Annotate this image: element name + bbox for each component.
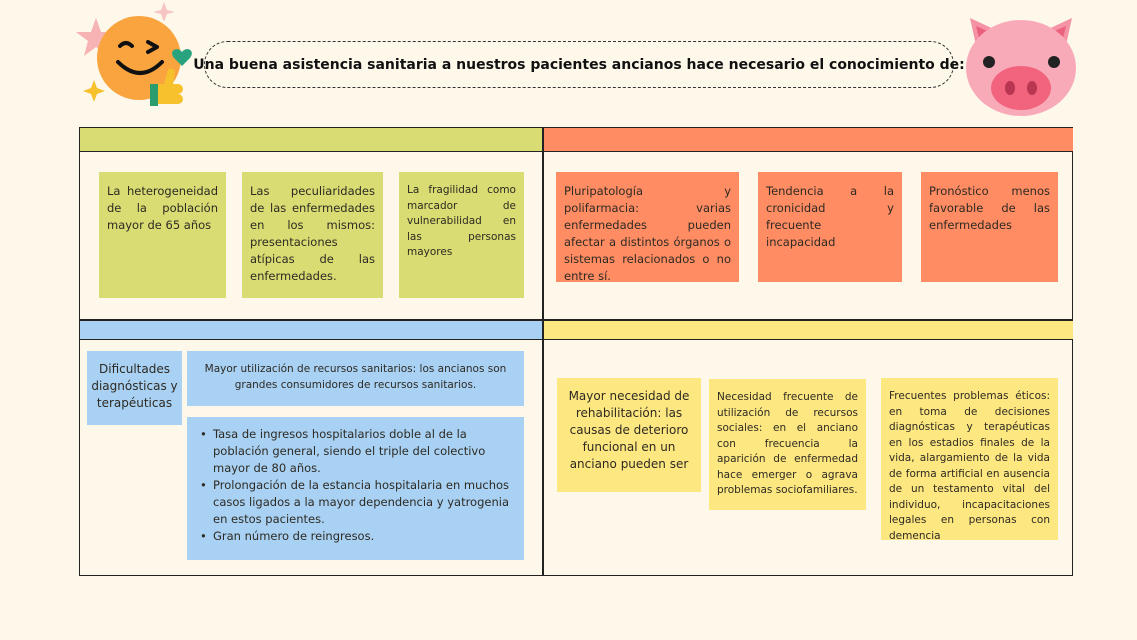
star-pink-small-icon (153, 2, 175, 22)
note-peculiaridades: Las peculiaridades de las enfermedades en los mismos: presentaciones atípicas de las enfermedades. (242, 172, 383, 298)
list-item: • Prolongación de la estancia hospitalaria en muchos casos ligados a la mayor dependencia y yatrogenia en estos pacientes. (197, 477, 516, 528)
header-bar-green (80, 128, 542, 152)
pig-snout-icon (991, 66, 1051, 110)
note-pluripatologia: Pluripatología y polifarmacia: varias enfermedades pueden afectar a distintos órganos o sistemas relacionados o no entre sí. (556, 172, 739, 282)
list-item: • Gran número de reingresos. (197, 528, 516, 545)
note-rehabilitacion: Mayor necesidad de rehabilitación: las causas de deterioro funcional en un anciano pueden ser (557, 378, 701, 492)
header-bar-orange (543, 128, 1073, 152)
list-item: • Tasa de ingresos hospitalarios doble al de la población general, siendo el triple del colectivo mayor de 80 años. (197, 426, 516, 477)
note-heterogeneidad: La heterogeneidad de la población mayor de 65 años (99, 172, 226, 298)
header-bar-yellow (543, 321, 1073, 340)
note-recursos-sanitarios: Mayor utilización de recursos sanitarios: los ancianos son grandes consumidores de recursos sanitarios. (187, 351, 524, 406)
sparkle-icon (83, 80, 105, 102)
bullet-list (197, 426, 516, 545)
note-fragilidad: La fragilidad como marcador de vulnerabilidad en las personas mayores (399, 172, 524, 298)
page-title: Una buena asistencia sanitaria a nuestros pacientes ancianos hace necesario el conocimiento de: (204, 41, 954, 88)
note-problemas-eticos: Frecuentes problemas éticos: en toma de decisiones diagnósticas y terapéuticas en los estadios finales de la vida, alargamiento de la vida de forma artificial en ausencia de un testamento vital del individuo, incapacitaciones legales en personas con demencia (881, 378, 1058, 540)
note-ingresos-list (187, 417, 524, 560)
note-recursos-sociales: Necesidad frecuente de utilización de recursos sociales: en el anciano con frecuencia la aparición de enfermedad hace emerger o agrava problemas sociofamiliares. (709, 379, 866, 510)
winking-face-thumbs-up-icon (72, 0, 200, 112)
header-bar-blue (80, 321, 542, 340)
note-dificultades: Dificultades diagnósticas y terapéuticas (87, 351, 182, 425)
note-cronicidad: Tendencia a la cronicidad y frecuente incapacidad (758, 172, 902, 282)
note-pronostico: Pronóstico menos favorable de las enfermedades (921, 172, 1058, 282)
pig-face-icon (962, 10, 1080, 118)
